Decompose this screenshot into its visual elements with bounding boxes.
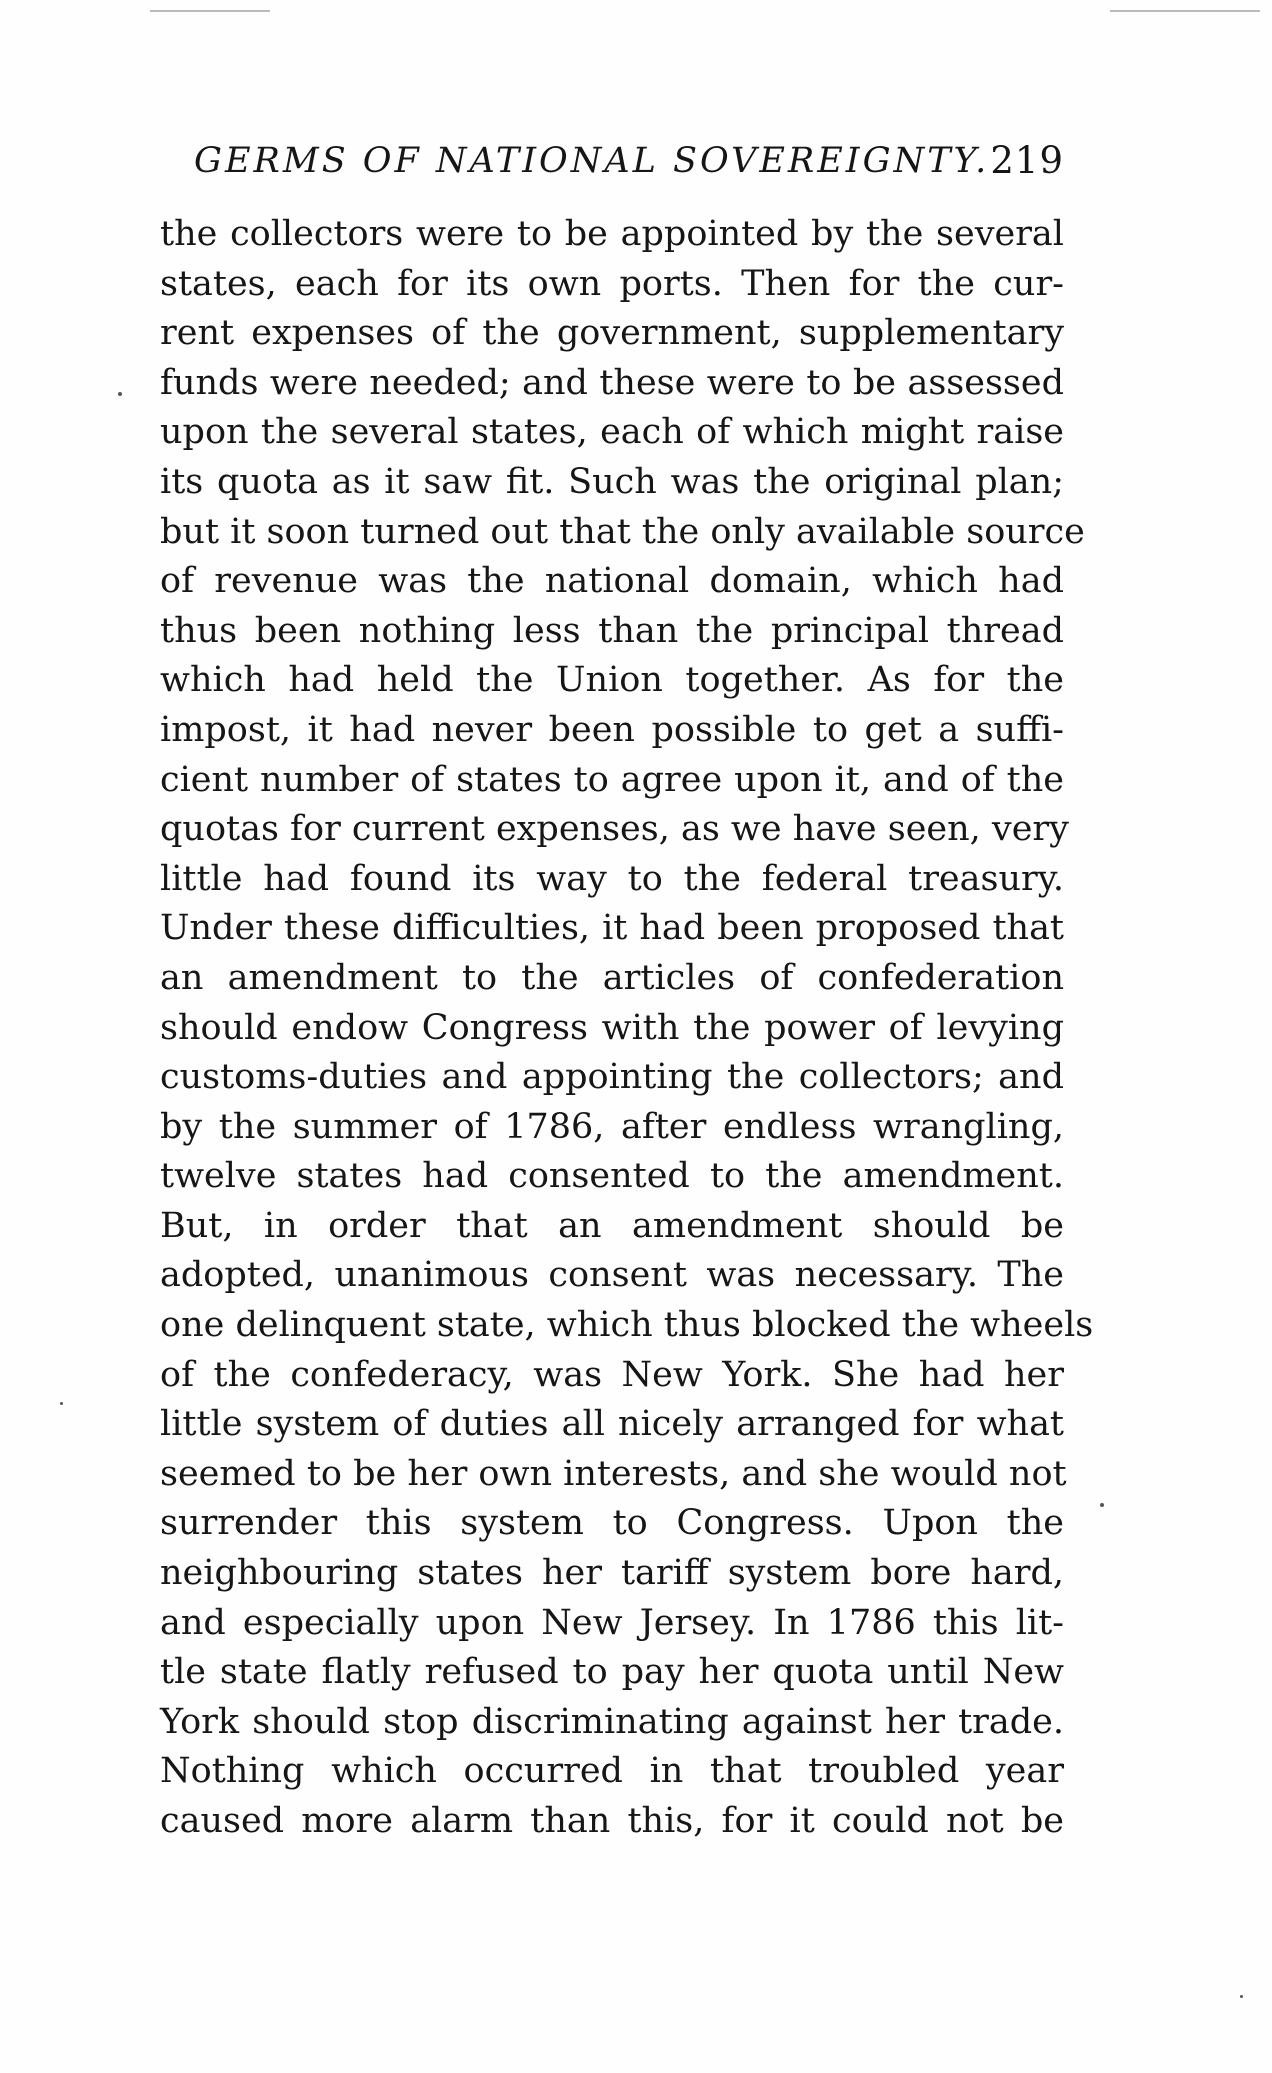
text-line: thus been nothing less than the principal thread (160, 610, 1064, 651)
text-line: tle state flatly refused to pay her quota until New (160, 1652, 1064, 1693)
text-line: should endow Congress with the power of levying (160, 1007, 1064, 1048)
text-line: of revenue was the national domain, which had (160, 561, 1064, 602)
text-line: customs-duties and appointing the collectors; and (160, 1057, 1064, 1098)
text-line: but it soon turned out that the only available source (160, 511, 1085, 552)
text-line: one delinquent state, which thus blocked the wheels (160, 1305, 1094, 1346)
text-line: York should stop discriminating against her trade. (160, 1701, 1064, 1742)
text-line: But, in order that an amendment should be (160, 1205, 1064, 1246)
text-line: Nothing which occurred in that troubled year (160, 1751, 1064, 1792)
text-line: adopted, unanimous consent was necessary. The (160, 1255, 1064, 1296)
text-line: little system of duties all nicely arranged for what (160, 1404, 1064, 1445)
text-line: of the confederacy, was New York. She had her (160, 1354, 1064, 1395)
scan-mark-left (150, 10, 270, 12)
text-line: twelve states had consented to the amendment. (160, 1156, 1064, 1197)
body-text (160, 210, 1094, 1847)
scan-speck (60, 1402, 63, 1405)
scan-speck (118, 392, 122, 396)
text-line: surrender this system to Congress. Upon the (160, 1503, 1064, 1544)
scan-mark-right (1110, 10, 1260, 12)
text-line: upon the several states, each of which might raise (160, 412, 1064, 453)
text-line: Under these difficulties, it had been proposed that (160, 908, 1064, 949)
text-line: rent expenses of the government, supplementary (160, 313, 1064, 354)
text-line: cient number of states to agree upon it, and of the (160, 759, 1064, 800)
text-line: the collectors were to be appointed by the several (160, 214, 1064, 254)
running-header (194, 136, 1064, 186)
scan-speck (1240, 1995, 1243, 1998)
text-line: caused more alarm than this, for it could not be (160, 1801, 1064, 1841)
scan-speck (1100, 1503, 1104, 1507)
text-line: and especially upon New Jersey. In 1786 this lit- (160, 1602, 1064, 1643)
text-line: its quota as it saw fit. Such was the original plan; (160, 461, 1064, 502)
running-title: GERMS OF NATIONAL SOVEREIGNTY. (194, 141, 990, 181)
text-line: which had held the Union together. As for the (160, 660, 1064, 701)
page-number: 219 (990, 139, 1064, 182)
text-line: seemed to be her own interests, and she would not (160, 1453, 1067, 1494)
text-line: an amendment to the articles of confederation (160, 957, 1064, 998)
text-line: by the summer of 1786, after endless wrangling, (160, 1106, 1064, 1147)
text-line: impost, it had never been possible to get a suffi- (160, 709, 1064, 750)
text-line: states, each for its own ports. Then for the cur- (160, 263, 1064, 304)
text-line: neighbouring states her tariff system bore hard, (160, 1553, 1064, 1594)
text-line: funds were needed; and these were to be assessed (160, 362, 1064, 403)
text-line: little had found its way to the federal treasury. (160, 858, 1064, 899)
text-line: quotas for current expenses, as we have seen, very (160, 809, 1069, 850)
